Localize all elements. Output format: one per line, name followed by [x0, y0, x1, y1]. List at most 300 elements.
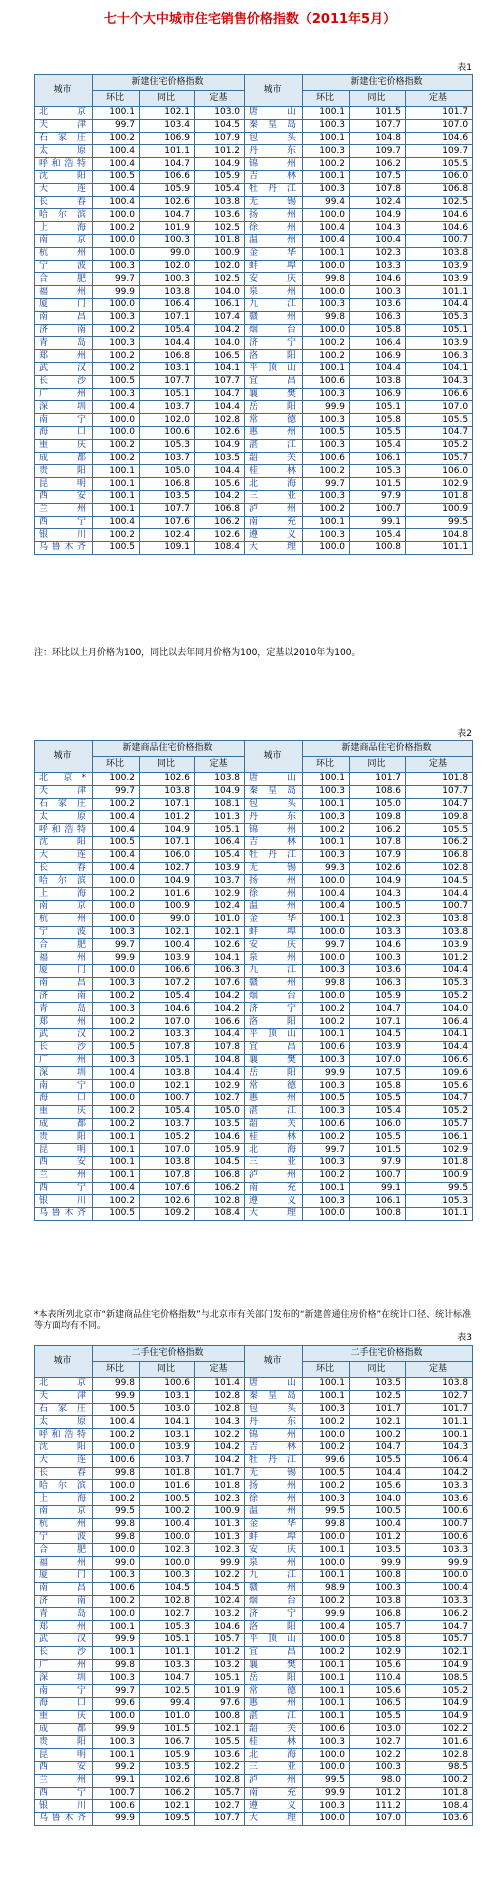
index-value: 100.9: [140, 900, 195, 913]
index-value: 106.2: [350, 824, 406, 837]
index-value: 100.0: [303, 542, 350, 555]
index-value: 100.2: [303, 1016, 350, 1029]
index-value: 102.9: [350, 1646, 406, 1659]
city-name: 大 连: [35, 1454, 93, 1467]
city-name: 昆 明: [35, 478, 93, 491]
index-value: 104.5: [195, 1156, 245, 1169]
index-value: 103.5: [140, 1761, 195, 1774]
city-name: 大 连: [35, 183, 93, 196]
index-value: 105.5: [350, 426, 406, 439]
index-value: 100.3: [303, 1156, 350, 1169]
index-value: 103.3: [350, 260, 406, 273]
index-value: 98.9: [303, 1582, 350, 1595]
index-value: 107.1: [350, 1016, 406, 1029]
index-value: 100.0: [303, 952, 350, 965]
header-yoy: 同比: [350, 757, 406, 773]
city-name: 宁 波: [35, 926, 93, 939]
index-value: 99.7: [303, 939, 350, 952]
index-value: 106.6: [406, 388, 473, 401]
index-value: 104.9: [406, 1710, 473, 1723]
city-name: 西 安: [35, 490, 93, 503]
city-name: 北 海: [245, 478, 303, 491]
index-value: 100.2: [93, 452, 140, 465]
index-value: 100.3: [303, 439, 350, 452]
header-index-group: 二手住宅价格指数: [303, 1346, 473, 1362]
index-value: 105.4: [195, 183, 245, 196]
city-name: 济 南: [35, 324, 93, 337]
table-row: [35, 1595, 473, 1608]
index-value: 100.5: [93, 1403, 140, 1416]
header-mom: 环比: [93, 757, 140, 773]
index-value: 103.3: [406, 1595, 473, 1608]
city-name: 长 春: [35, 1467, 93, 1480]
index-value: 101.1: [140, 145, 195, 158]
index-value: 100.3: [93, 311, 140, 324]
city-name: 呼和浩特: [35, 824, 93, 837]
city-name: 牡丹江: [245, 849, 303, 862]
index-value: 103.5: [140, 490, 195, 503]
table-row: [35, 1646, 473, 1659]
index-value: 104.9: [406, 1697, 473, 1710]
index-value: 100.2: [140, 1505, 195, 1518]
index-value: 100.2: [93, 1028, 140, 1041]
city-name: 西 宁: [35, 1182, 93, 1195]
index-value: 100.1: [303, 132, 350, 145]
index-value: 99.1: [93, 1774, 140, 1787]
index-value: 105.5: [350, 1131, 406, 1144]
index-value: 104.7: [140, 209, 195, 222]
index-value: 104.1: [195, 362, 245, 375]
city-name: 锦 州: [245, 158, 303, 171]
city-name: 深 圳: [35, 1067, 93, 1080]
index-value: 101.1: [406, 286, 473, 299]
city-name: 韶 关: [245, 452, 303, 465]
city-name: 蚌 埠: [245, 260, 303, 273]
index-value: 103.0: [350, 1723, 406, 1736]
index-value: 100.2: [303, 1480, 350, 1493]
index-value: 104.2: [195, 1003, 245, 1016]
index-value: 108.5: [406, 1672, 473, 1685]
city-name: 郑 州: [35, 1621, 93, 1634]
city-name: 南 充: [245, 516, 303, 529]
index-value: 100.4: [303, 234, 350, 247]
city-name: 长 春: [35, 862, 93, 875]
index-value: 99.7: [93, 785, 140, 798]
index-value: 104.8: [406, 529, 473, 542]
index-value: 102.5: [195, 222, 245, 235]
index-value: 100.2: [93, 1493, 140, 1506]
city-name: 常 德: [245, 1080, 303, 1093]
index-value: 105.2: [140, 1131, 195, 1144]
index-value: 100.1: [93, 1169, 140, 1182]
index-value: 102.1: [195, 926, 245, 939]
city-name: 沈 阳: [35, 1441, 93, 1454]
index-value: 104.7: [195, 388, 245, 401]
index-value: 104.3: [406, 375, 473, 388]
index-value: 104.4: [195, 1028, 245, 1041]
index-value: 103.7: [140, 452, 195, 465]
city-name: 遵 义: [245, 529, 303, 542]
index-value: 100.4: [93, 824, 140, 837]
index-value: 100.0: [406, 1569, 473, 1582]
index-value: 107.0: [350, 1054, 406, 1067]
city-name: 唐 山: [245, 1378, 303, 1391]
index-value: 101.8: [195, 1480, 245, 1493]
index-value: 99.9: [93, 1723, 140, 1736]
city-name: 温 州: [245, 234, 303, 247]
index-value: 100.2: [303, 158, 350, 171]
index-value: 100.7: [406, 900, 473, 913]
index-value: 106.2: [195, 516, 245, 529]
header-index-group: 新建住宅价格指数: [303, 75, 473, 91]
index-value: 102.1: [195, 1723, 245, 1736]
index-value: 102.3: [140, 1544, 195, 1557]
index-value: 105.5: [350, 1092, 406, 1105]
index-value: 100.2: [93, 132, 140, 145]
city-name: 牡丹江: [245, 183, 303, 196]
city-name: 合 肥: [35, 273, 93, 286]
index-value: 103.3: [140, 1659, 195, 1672]
header-fixed-base: 定基: [195, 91, 245, 107]
index-value: 104.4: [195, 401, 245, 414]
index-value: 100.5: [303, 1092, 350, 1105]
index-value: 100.3: [140, 1569, 195, 1582]
index-value: 105.1: [140, 388, 195, 401]
index-value: 100.2: [93, 529, 140, 542]
index-value: 100.3: [303, 414, 350, 427]
index-value: 100.5: [93, 1208, 140, 1221]
index-value: 99.8: [93, 1467, 140, 1480]
index-value: 111.2: [350, 1800, 406, 1813]
table-row: [35, 1429, 473, 1442]
index-value: 103.8: [350, 375, 406, 388]
header-fixed-base: 定基: [406, 757, 473, 773]
index-value: 100.1: [93, 465, 140, 478]
city-name: 岳 阳: [245, 1672, 303, 1685]
index-value: 100.2: [350, 1429, 406, 1442]
index-value: 106.8: [406, 183, 473, 196]
city-name: 洛 阳: [245, 350, 303, 363]
city-name: 赣 州: [245, 311, 303, 324]
index-value: 103.6: [406, 1493, 473, 1506]
city-name: 蚌 埠: [245, 1531, 303, 1544]
index-value: 99.0: [140, 247, 195, 260]
index-value: 100.6: [140, 426, 195, 439]
index-value: 107.7: [350, 119, 406, 132]
index-value: 102.1: [140, 926, 195, 939]
index-value: 100.2: [303, 1595, 350, 1608]
index-value: 100.2: [93, 439, 140, 452]
table-row: [35, 1480, 473, 1493]
index-value: 99.8: [303, 977, 350, 990]
index-value: 100.3: [350, 286, 406, 299]
index-value: 107.0: [406, 119, 473, 132]
index-value: 99.5: [93, 1505, 140, 1518]
header-fixed-base: 定基: [406, 91, 473, 107]
index-value: 102.2: [195, 1569, 245, 1582]
index-value: 104.5: [406, 875, 473, 888]
city-name: 南 昌: [35, 977, 93, 990]
index-value: 109.7: [406, 145, 473, 158]
index-value: 102.7: [195, 1092, 245, 1105]
index-value: 104.6: [406, 209, 473, 222]
index-value: 102.6: [140, 1774, 195, 1787]
city-name: 南 昌: [35, 1582, 93, 1595]
index-value: 100.3: [93, 1054, 140, 1067]
index-value: 105.7: [406, 1633, 473, 1646]
index-value: 100.1: [303, 836, 350, 849]
index-value: 102.6: [195, 939, 245, 952]
index-value: 104.4: [140, 337, 195, 350]
city-name: 厦 门: [35, 964, 93, 977]
index-value: 99.4: [140, 1697, 195, 1710]
city-name: 蚌 埠: [245, 926, 303, 939]
table-row: [35, 1544, 473, 1557]
index-value: 109.6: [406, 1067, 473, 1080]
table-row: [35, 1608, 473, 1621]
index-value: 100.4: [93, 158, 140, 171]
city-name: 兰 州: [35, 1169, 93, 1182]
index-value: 105.5: [406, 824, 473, 837]
index-value: 107.1: [140, 836, 195, 849]
index-value: 100.1: [303, 1659, 350, 1672]
index-value: 100.3: [303, 119, 350, 132]
index-value: 100.5: [350, 900, 406, 913]
index-value: 105.5: [406, 158, 473, 171]
index-value: 103.8: [406, 247, 473, 260]
city-name: 呼和浩特: [35, 1429, 93, 1442]
index-value: 99.8: [93, 1378, 140, 1391]
index-value: 106.2: [195, 1182, 245, 1195]
index-value: 102.2: [195, 1429, 245, 1442]
city-name: 青 岛: [35, 337, 93, 350]
index-value: 103.7: [140, 1118, 195, 1131]
index-value: 100.0: [93, 1480, 140, 1493]
header-fixed-base: 定基: [195, 757, 245, 773]
index-value: 103.3: [406, 1544, 473, 1557]
index-value: 99.8: [93, 1518, 140, 1531]
index-value: 100.1: [93, 1621, 140, 1634]
index-value: 107.9: [195, 132, 245, 145]
index-value: 109.8: [350, 811, 406, 824]
table-row: [35, 1749, 473, 1762]
index-value: 104.4: [406, 298, 473, 311]
city-name: 大 理: [245, 1208, 303, 1221]
index-value: 104.1: [140, 1416, 195, 1429]
index-value: 101.0: [140, 1710, 195, 1723]
index-value: 100.8: [350, 542, 406, 555]
index-value: 101.5: [140, 1723, 195, 1736]
index-value: 100.3: [303, 1736, 350, 1749]
index-value: 106.8: [195, 1169, 245, 1182]
index-value: 104.0: [350, 1493, 406, 1506]
city-name: 福 州: [35, 1557, 93, 1570]
index-value: 100.5: [93, 1041, 140, 1054]
index-value: 102.4: [195, 1595, 245, 1608]
city-name: 遵 义: [245, 1195, 303, 1208]
city-name: 赣 州: [245, 1582, 303, 1595]
table-row: [35, 1659, 473, 1672]
index-value: 99.9: [93, 1813, 140, 1826]
index-value: 102.8: [195, 1195, 245, 1208]
city-name: 襄 樊: [245, 1659, 303, 1672]
index-value: 106.0: [140, 849, 195, 862]
index-value: 100.3: [350, 1761, 406, 1774]
index-value: 100.2: [303, 503, 350, 516]
index-value: 100.4: [93, 196, 140, 209]
index-value: 100.3: [303, 183, 350, 196]
city-name: 成 都: [35, 1723, 93, 1736]
index-value: 100.8: [350, 1569, 406, 1582]
index-value: 100.7: [406, 1518, 473, 1531]
city-name: 包 头: [245, 132, 303, 145]
index-value: 105.3: [350, 465, 406, 478]
city-name: 广 州: [35, 1659, 93, 1672]
index-value: 100.5: [350, 1505, 406, 1518]
header-mom: 环比: [93, 1362, 140, 1378]
index-value: 105.8: [350, 324, 406, 337]
index-value: 100.1: [303, 1390, 350, 1403]
index-value: 99.0: [140, 913, 195, 926]
city-name: 南 宁: [35, 414, 93, 427]
index-value: 102.0: [195, 260, 245, 273]
index-value: 104.4: [195, 465, 245, 478]
index-value: 100.8: [350, 1208, 406, 1221]
city-name: 泸 州: [245, 503, 303, 516]
index-value: 100.2: [303, 1169, 350, 1182]
index-value: 108.4: [406, 1800, 473, 1813]
index-value: 103.8: [140, 1067, 195, 1080]
index-value: 100.0: [303, 1633, 350, 1646]
index-value: 106.0: [350, 1118, 406, 1131]
index-value: 107.1: [140, 311, 195, 324]
city-name: 吉 林: [245, 1441, 303, 1454]
index-value: 108.6: [350, 785, 406, 798]
index-value: 106.3: [350, 977, 406, 990]
index-value: 102.1: [140, 1800, 195, 1813]
index-value: 104.0: [195, 337, 245, 350]
index-value: 100.2: [303, 1646, 350, 1659]
index-value: 104.2: [195, 990, 245, 1003]
index-value: 99.5: [406, 1182, 473, 1195]
index-value: 102.1: [140, 107, 195, 120]
header-city: 城市: [245, 75, 303, 107]
index-value: 99.0: [93, 1557, 140, 1570]
index-value: 100.2: [93, 1195, 140, 1208]
city-name: 深 圳: [35, 1672, 93, 1685]
index-value: 102.7: [350, 1736, 406, 1749]
city-name: 哈尔滨: [35, 875, 93, 888]
city-name: 宁 波: [35, 1531, 93, 1544]
index-value: 99.1: [350, 1182, 406, 1195]
index-value: 107.7: [195, 1813, 245, 1826]
index-value: 105.6: [350, 1659, 406, 1672]
table-row: [35, 1416, 473, 1429]
city-name: 长 沙: [35, 375, 93, 388]
index-value: 100.7: [350, 503, 406, 516]
index-value: 100.1: [303, 1569, 350, 1582]
index-value: 100.4: [350, 234, 406, 247]
index-value: 106.5: [195, 350, 245, 363]
city-name: 石家庄: [35, 1403, 93, 1416]
index-value: 99.9: [303, 1067, 350, 1080]
city-name: 锦 州: [245, 824, 303, 837]
index-value: 101.7: [406, 107, 473, 120]
city-name: 上 海: [35, 1493, 93, 1506]
city-name: 南 京: [35, 234, 93, 247]
index-value: 100.4: [93, 145, 140, 158]
index-value: 108.4: [195, 542, 245, 555]
index-value: 100.1: [303, 247, 350, 260]
index-value: 102.9: [195, 888, 245, 901]
city-name: 安 庆: [245, 939, 303, 952]
index-value: 103.8: [195, 773, 245, 786]
index-value: 100.6: [93, 1582, 140, 1595]
index-value: 100.5: [93, 542, 140, 555]
city-name: 九 江: [245, 964, 303, 977]
index-value: 101.2: [195, 1646, 245, 1659]
index-value: 100.2: [303, 1131, 350, 1144]
index-value: 99.9: [303, 1787, 350, 1800]
index-value: 102.6: [140, 1195, 195, 1208]
city-name: 岳 阳: [245, 1067, 303, 1080]
index-value: 107.0: [140, 1016, 195, 1029]
index-value: 100.1: [303, 1672, 350, 1685]
index-value: 101.1: [406, 542, 473, 555]
index-value: 106.1: [350, 452, 406, 465]
city-name: 无 锡: [245, 1467, 303, 1480]
city-name: 洛 阳: [245, 1016, 303, 1029]
table-row: [35, 1685, 473, 1698]
city-name: 湛 江: [245, 439, 303, 452]
index-value: 100.7: [350, 1169, 406, 1182]
index-value: 100.1: [93, 1131, 140, 1144]
index-value: 107.5: [350, 1067, 406, 1080]
index-value: 100.0: [303, 875, 350, 888]
city-name: 青 岛: [35, 1003, 93, 1016]
index-value: 104.1: [406, 362, 473, 375]
index-value: 100.3: [303, 1105, 350, 1118]
index-value: 107.8: [350, 183, 406, 196]
index-value: 105.1: [140, 1054, 195, 1067]
city-name: 合 肥: [35, 939, 93, 952]
city-name: 徐 州: [245, 888, 303, 901]
index-value: 103.8: [140, 286, 195, 299]
table-number-label: 表2: [457, 729, 472, 739]
index-value: 100.7: [406, 234, 473, 247]
index-value: 103.4: [140, 119, 195, 132]
index-value: 100.1: [303, 1378, 350, 1391]
index-value: 101.2: [406, 952, 473, 965]
index-value: 100.3: [140, 273, 195, 286]
index-value: 101.3: [195, 1518, 245, 1531]
index-value: 104.7: [406, 426, 473, 439]
city-name: 赣 州: [245, 977, 303, 990]
index-value: 100.2: [93, 1118, 140, 1131]
index-value: 99.8: [303, 311, 350, 324]
city-name: 北 京: [35, 107, 93, 120]
index-value: 102.0: [140, 414, 195, 427]
index-value: 99.2: [93, 1761, 140, 1774]
index-value: 106.8: [195, 503, 245, 516]
city-name: 贵 阳: [35, 1131, 93, 1144]
city-name: 昆 明: [35, 1749, 93, 1762]
index-value: 100.9: [406, 503, 473, 516]
index-value: 100.1: [406, 1429, 473, 1442]
index-value: 105.7: [195, 1787, 245, 1800]
index-value: 100.6: [303, 1118, 350, 1131]
index-value: 102.5: [406, 196, 473, 209]
